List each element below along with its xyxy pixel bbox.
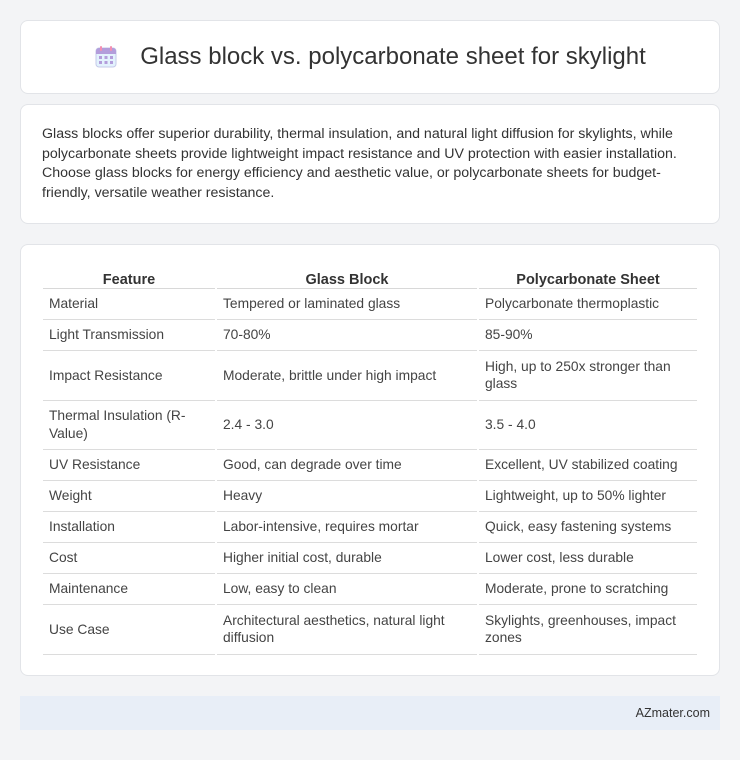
glass-block-cell: Moderate, brittle under high impact xyxy=(217,351,477,401)
polycarbonate-cell: Polycarbonate thermoplastic xyxy=(479,289,697,320)
table-row xyxy=(43,450,697,481)
polycarbonate-cell: Quick, easy fastening systems xyxy=(479,512,697,543)
comparison-table xyxy=(41,265,699,655)
summary-text: Glass blocks offer superior durability, thermal insulation, and natural light diffusion for skylights, while polycarbonate sheets provide lightweight impact resistance and UV protection with easier installation. Choose glass blocks for energy efficiency and aesthetic value, or polycarbonate sheets for budget-friendly, versatile weather resistance. xyxy=(42,126,677,201)
feature-cell: UV Resistance xyxy=(43,450,215,481)
table-row xyxy=(43,481,697,512)
table-row xyxy=(43,289,697,320)
column-header-feature: Feature xyxy=(43,265,215,289)
feature-cell: Impact Resistance xyxy=(43,351,215,401)
polycarbonate-cell: 3.5 - 4.0 xyxy=(479,401,697,451)
glass-block-cell: 2.4 - 3.0 xyxy=(217,401,477,451)
footer-site-label: AZmater.com xyxy=(635,706,710,720)
polycarbonate-cell: Lower cost, less durable xyxy=(479,543,697,574)
glass-block-cell: Higher initial cost, durable xyxy=(217,543,477,574)
glass-block-cell: Good, can degrade over time xyxy=(217,450,477,481)
feature-cell: Maintenance xyxy=(43,574,215,605)
feature-cell: Light Transmission xyxy=(43,320,215,351)
glass-block-cell: Tempered or laminated glass xyxy=(217,289,477,320)
polycarbonate-cell: Skylights, greenhouses, impact zones xyxy=(479,605,697,655)
polycarbonate-cell: Excellent, UV stabilized coating xyxy=(479,450,697,481)
feature-cell: Installation xyxy=(43,512,215,543)
table-header-row xyxy=(43,265,697,289)
polycarbonate-cell: High, up to 250x stronger than glass xyxy=(479,351,697,401)
glass-block-cell: Heavy xyxy=(217,481,477,512)
glass-block-cell: 70-80% xyxy=(217,320,477,351)
page-title: Glass block vs. polycarbonate sheet for skylight xyxy=(140,43,646,70)
table-row xyxy=(43,512,697,543)
feature-cell: Material xyxy=(43,289,215,320)
glass-block-cell: Labor-intensive, requires mortar xyxy=(217,512,477,543)
polycarbonate-cell: Moderate, prone to scratching xyxy=(479,574,697,605)
polycarbonate-cell: 85-90% xyxy=(479,320,697,351)
column-header-polycarbonate: Polycarbonate Sheet xyxy=(479,265,697,289)
feature-cell: Thermal Insulation (R-Value) xyxy=(43,401,215,451)
table-row xyxy=(43,605,697,655)
table-row xyxy=(43,574,697,605)
table-row xyxy=(43,351,697,401)
table-row xyxy=(43,320,697,351)
summary-card xyxy=(20,104,720,224)
table-row xyxy=(43,401,697,451)
polycarbonate-cell: Lightweight, up to 50% lighter xyxy=(479,481,697,512)
feature-cell: Use Case xyxy=(43,605,215,655)
title-card xyxy=(20,20,720,94)
column-header-glass-block: Glass Block xyxy=(217,265,477,289)
footer xyxy=(20,696,720,730)
glass-block-cell: Architectural aesthetics, natural light diffusion xyxy=(217,605,477,655)
table-row xyxy=(43,543,697,574)
feature-cell: Weight xyxy=(43,481,215,512)
glass-block-cell: Low, easy to clean xyxy=(217,574,477,605)
feature-cell: Cost xyxy=(43,543,215,574)
table-card xyxy=(20,244,720,676)
calendar-icon xyxy=(94,45,118,69)
